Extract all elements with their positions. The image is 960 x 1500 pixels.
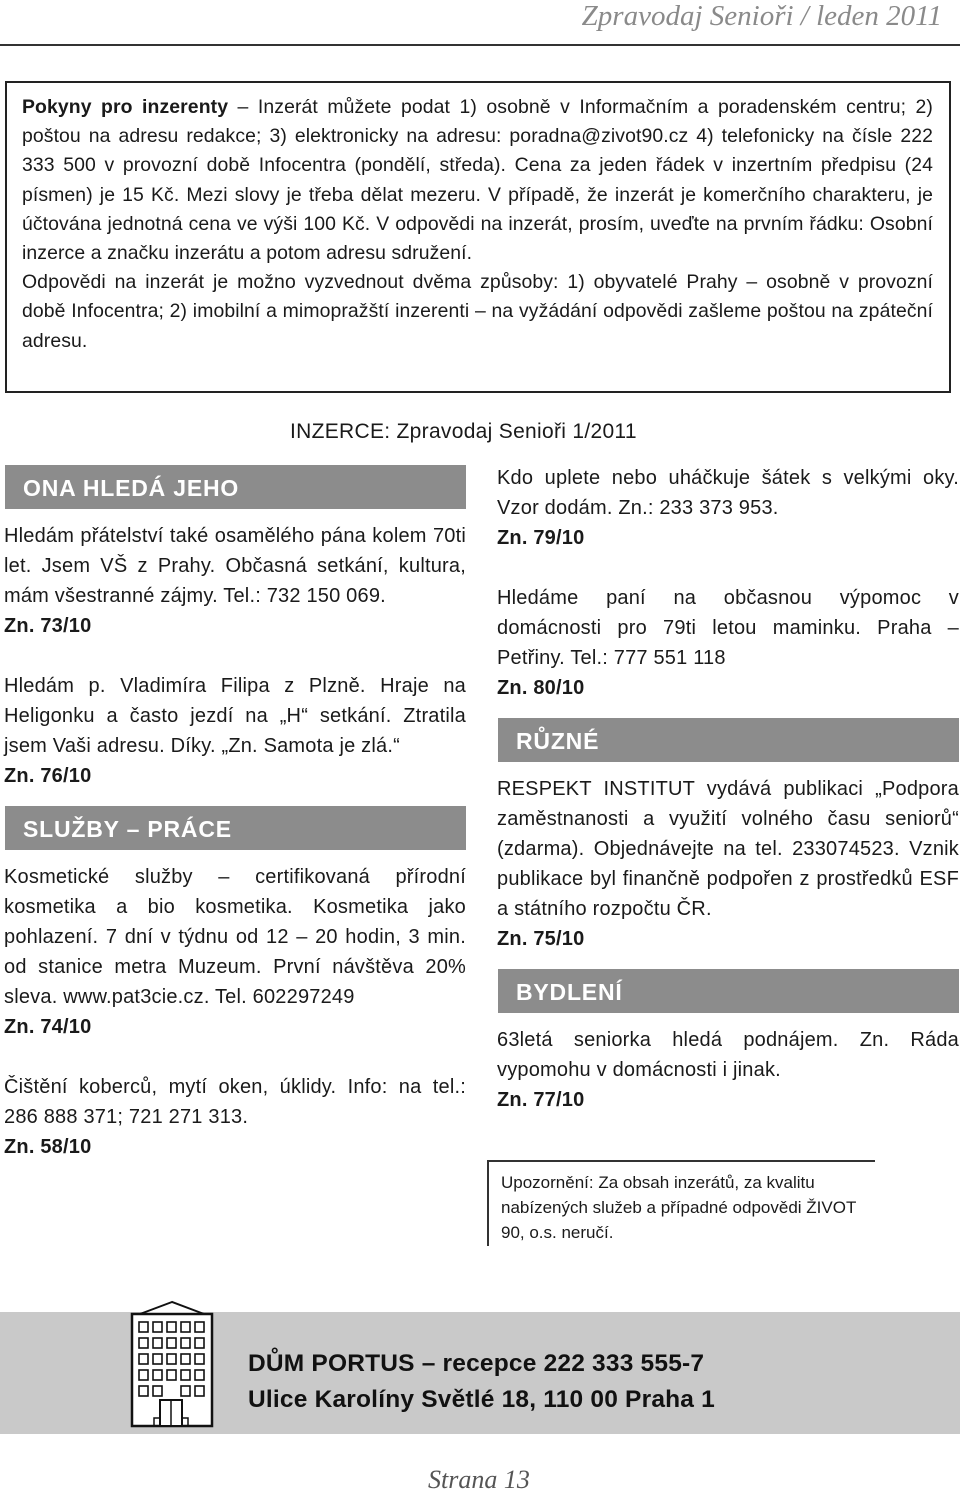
ad-text: Hledám přátelství také osamělého pána kolem 70ti let. Jsem VŠ z Prahy. Občasná setkání, kultura, mám všestranné zájmy. Tel.: 732 150 069. xyxy=(4,525,466,607)
instructions-text-1: – Inzerát můžete podat 1) osobně v Informačním a poradenském centru; 2) poštou na adresu redakce; 3) elektronicky na adresu: poradna@zivot90.cz 4) telefonicky na čísle 222 333 500 v provozní době Infocentra (pondělí, středa). Cena za jeden řádek v inzertním předpisu (24 písmen) je 15 Kč. Mezi slovy je třeba dělat mezeru. V případě, že inzerát je komerčního charakteru, je účtována jednotná cena ve výši 100 Kč. V odpovědi na inzerát, prosím, uveďte na prvním řádku: Osobní inzerce a značku inzerátu a potom adresu sdružení. xyxy=(22,96,933,265)
ad-item xyxy=(497,463,959,553)
ad-code: Zn. 79/10 xyxy=(497,527,585,549)
ad-item xyxy=(4,1072,466,1162)
right-column xyxy=(497,463,959,1115)
notice-box: Upozornění: Za obsah inzerátů, za kvalitu nabízených služeb a případné odpovědi ŽIVOT 90, o.s. neručí. xyxy=(487,1160,875,1246)
ad-text: 63letá seniorka hledá podnájem. Zn. Ráda vypomohu v domácnosti i jinak. xyxy=(497,1029,959,1081)
ad-item xyxy=(4,671,466,791)
footer-line-1: DŮM PORTUS – recepce 222 333 555-7 xyxy=(248,1350,705,1377)
ad-item xyxy=(497,774,959,954)
ad-item xyxy=(4,862,466,1042)
ad-code: Zn. 73/10 xyxy=(4,615,92,637)
header-title: Zpravodaj Senioři / leden 2011 xyxy=(581,0,942,32)
ad-text: Kdo uplete nebo uháčkuje šátek s velkými oky. Vzor dodám. Zn.: 233 373 953. xyxy=(497,467,959,519)
ad-code: Zn. 76/10 xyxy=(4,765,92,787)
ad-code: Zn. 75/10 xyxy=(497,928,585,950)
footer-line-2: Ulice Karolíny Světlé 18, 110 00 Praha 1 xyxy=(248,1386,715,1413)
section-header-sluzby-prace: SLUŽBY – PRÁCE xyxy=(5,806,466,850)
page-number: Strana 13 xyxy=(428,1465,530,1494)
ad-item xyxy=(497,1025,959,1115)
ad-item xyxy=(4,521,466,641)
section-header-ruzne: RŮZNÉ xyxy=(498,718,959,762)
section-header-ona-hleda-jeho: ONA HLEDÁ JEHO xyxy=(5,465,466,509)
instructions-box xyxy=(5,81,951,393)
ad-code: Zn. 77/10 xyxy=(497,1089,585,1111)
header-divider xyxy=(0,44,960,46)
left-column xyxy=(4,465,466,1162)
inzerce-title: INZERCE: Zpravodaj Senioři 1/2011 xyxy=(290,420,637,443)
ad-code: Zn. 80/10 xyxy=(497,677,585,699)
ad-code: Zn. 58/10 xyxy=(4,1136,92,1158)
instructions-lead: Pokyny pro inzerenty xyxy=(22,96,229,118)
ad-text: Hledáme paní na občasnou výpomoc v domácnosti pro 79ti letou maminku. Praha – Petřiny. Tel.: 777 551 118 xyxy=(497,587,959,669)
building-icon xyxy=(124,1300,220,1428)
ad-item xyxy=(497,583,959,703)
instructions-paragraph-2: Odpovědi na inzerát je možno vyzvednout dvěma způsoby: 1) obyvatelé Prahy – osobně v provozní době Infocentra; 2) imobilní a mimopražští inzerenti – na vyžádání odpovědi zašleme poštou na zpáteční adresu. xyxy=(22,271,933,352)
instructions-paragraph-1 xyxy=(22,93,933,268)
ad-text: Kosmetické služby – certifikovaná přírodní kosmetika a bio kosmetika. Kosmetika jako pohlazení. 7 dní v týdnu od 12 – 20 hodin, 3 min. od stanice metra Muzeum. První návštěva 20% sleva. www.pat3cie.cz. Tel. 602297249 xyxy=(4,866,466,1008)
ad-code: Zn. 74/10 xyxy=(4,1016,92,1038)
footer-address xyxy=(248,1346,715,1418)
ad-text: Hledám p. Vladimíra Filipa z Plzně. Hraje na Heligonku a často jezdí na „H“ setkání. Ztratila jsem Vaši adresu. Díky. „Zn. Samota je zlá.“ xyxy=(4,675,466,757)
section-header-bydleni: BYDLENÍ xyxy=(498,969,959,1013)
ad-text: RESPEKT INSTITUT vydává publikaci „Podpora zaměstnanosti a využití volného času seniorů“ (zdarma). Objednávejte na tel. 233074523. Vznik publikace byl finančně podpořen z prostředků ESF a státního rozpočtu ČR. xyxy=(497,778,959,920)
ad-text: Čištění koberců, mytí oken, úklidy. Info: na tel.: 286 888 371; 721 271 313. xyxy=(4,1076,466,1128)
